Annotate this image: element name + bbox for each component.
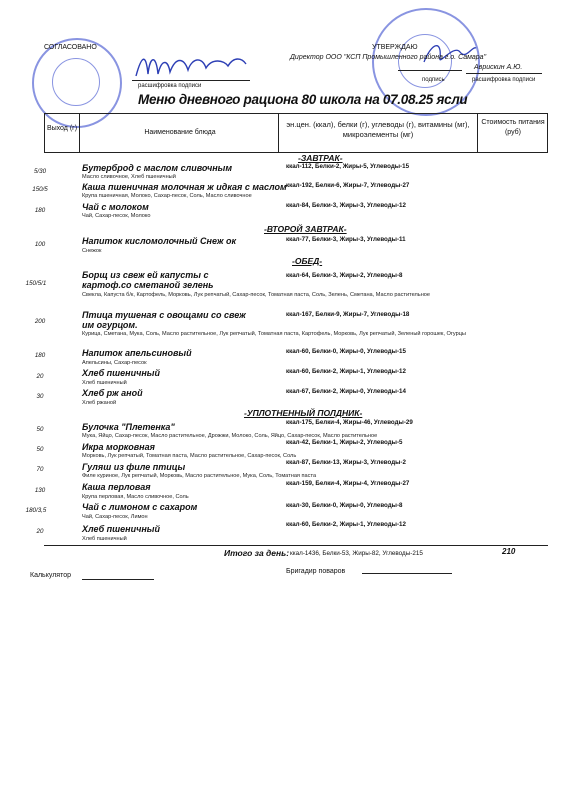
table-header-top-border <box>44 113 548 114</box>
table-row-ingredients: Снежок <box>82 248 102 254</box>
section-title-second-breakfast: -ВТОРОЙ ЗАВТРАК- <box>264 224 347 234</box>
table-row-nutrition: ккал-167, Белки-9, Жиры-7, Углеводы-18 <box>286 311 410 318</box>
table-row-ingredients: Морковь, Лук репчатый, Томатная паста, Масло растительное, Сахар-песок, Соль <box>82 453 297 459</box>
table-row-yield: 150/5/1 <box>25 280 47 287</box>
table-row-name: Булочка "Плетенка" <box>82 422 175 432</box>
table-row-name: Бутерброд с маслом сливочным <box>82 163 232 173</box>
table-row-nutrition: ккал-84, Белки-3, Жиры-3, Углеводы-12 <box>286 202 406 209</box>
table-row-nutrition: ккал-42, Белки-1, Жиры-2, Углеводы-5 <box>286 439 403 446</box>
table-row-name: Напиток кисломолочный Снеж ок <box>82 236 237 246</box>
total-label: Итого за день: <box>224 548 290 558</box>
section-title-afternoon-snack: -УПЛОТНЕННЫЙ ПОЛДНИК- <box>244 408 363 418</box>
table-row-name: Чай с молоком <box>82 202 149 212</box>
table-row-yield: 130 <box>34 487 46 494</box>
table-row-nutrition: ккал-64, Белки-3, Жиры-2, Углеводы-8 <box>286 272 403 279</box>
table-row-yield: 180 <box>34 207 46 214</box>
table-row-name: Хлеб пшеничный <box>82 524 160 534</box>
table-row-ingredients: Хлеб ржаной <box>82 400 117 406</box>
director-title: Директор ООО "КСП Промышленного района г.о. Самара" <box>290 54 487 61</box>
table-row-ingredients: Хлеб пшеничный <box>82 380 127 386</box>
table-row-yield: 180/3,5 <box>25 507 47 514</box>
table-row-name: Гуляш из филе птицы <box>82 462 186 472</box>
table-row-ingredients: Крупа пшеничная, Молоко, Сахар-песок, Соль, Масло сливочное <box>82 193 252 199</box>
approved-right-label: УТВЕРЖДАЮ <box>372 44 418 51</box>
table-row-ingredients: Масло сливочное, Хлеб пшеничный <box>82 174 176 180</box>
table-row-ingredients: Апельсины, Сахар-песок <box>82 360 147 366</box>
table-row-nutrition: ккал-30, Белки-0, Жиры-0, Углеводы-8 <box>286 502 403 509</box>
calculator-signature-line <box>82 579 154 580</box>
page-title: Меню дневного рациона 80 школа на 07.08.25 ясли <box>138 92 468 107</box>
signature-line-left <box>132 80 250 81</box>
table-row-name: Хлеб пшеничный <box>82 368 160 378</box>
table-row-nutrition: ккал-60, Белки-2, Жиры-1, Углеводы-12 <box>286 521 406 528</box>
table-row-nutrition: ккал-77, Белки-3, Жиры-3, Углеводы-11 <box>286 236 406 243</box>
table-row-ingredients: Чай, Сахар-песок, Лимон <box>82 514 148 520</box>
column-header-name: Наименование блюда <box>144 129 216 136</box>
left-seal-stamp-inner <box>52 58 100 106</box>
table-row-nutrition: ккал-60, Белки-0, Жиры-0, Углеводы-15 <box>286 348 406 355</box>
table-row-ingredients: Хлеб пшеничный <box>82 536 127 542</box>
table-row-yield: 100 <box>34 241 46 248</box>
table-header-divider-3 <box>477 113 478 153</box>
table-row-yield: 200 <box>34 318 46 325</box>
section-title-breakfast: -ЗАВТРАК- <box>298 153 343 163</box>
signature-line-right-2 <box>466 73 542 74</box>
table-row-name: Чай с лимоном с сахаром <box>82 502 198 512</box>
table-row-nutrition: ккал-87, Белки-13, Жиры-3, Углеводы-2 <box>286 459 406 466</box>
table-row-ingredients: Мука, Яйцо, Сахар-песок, Масло растительное, Дрожжи, Молоко, Соль, Яйцо, Сахар-песок, Масло растительное <box>82 433 378 439</box>
signature-caption-left: расшифровка подписи <box>138 83 202 89</box>
table-row-yield: 150/5 <box>32 186 48 193</box>
table-row-name: Борщ из свеж ей капусты с картоф.со сметаной зелень <box>82 270 214 290</box>
approved-left-label: СОГЛАСОВАНО <box>44 44 97 51</box>
table-row-nutrition: ккал-67, Белки-2, Жиры-0, Углеводы-14 <box>286 388 406 395</box>
brigadier-label: Бригадир поваров <box>286 568 346 575</box>
table-header-divider-2 <box>278 113 279 153</box>
table-row-nutrition: ккал-159, Белки-4, Жиры-4, Углеводы-27 <box>286 480 410 487</box>
table-row-yield: 20 <box>36 528 44 535</box>
table-row-yield: 20 <box>36 373 44 380</box>
right-signature <box>420 38 480 68</box>
table-row-nutrition: ккал-112, Белки-2, Жиры-5, Углеводы-15 <box>286 163 410 170</box>
table-row-nutrition: ккал-175, Белки-4, Жиры-46, Углеводы-29 <box>286 419 413 426</box>
table-row-name: Напиток апельсиновый <box>82 348 192 358</box>
signature-line-right <box>398 70 462 71</box>
table-row-nutrition: ккал-192, Белки-6, Жиры-7, Углеводы-27 <box>286 182 410 189</box>
table-row-yield: 50 <box>36 426 44 433</box>
total-cost: 210 <box>502 547 516 556</box>
table-row-nutrition: ккал-60, Белки-2, Жиры-1, Углеводы-12 <box>286 368 406 375</box>
table-row-name: Икра морковная <box>82 442 155 452</box>
table-row-ingredients: Филе куриное, Лук репчатый, Морковь, Масло растительное, Мука, Соль, Томатная паста <box>82 473 317 479</box>
total-top-border <box>44 545 548 546</box>
signature-caption-right-2: расшифровка подписи <box>472 77 536 83</box>
table-row-ingredients: Крупа перловая, Масло сливочное, Соль <box>82 494 189 500</box>
table-header-bottom-border <box>44 152 548 153</box>
left-signature <box>132 48 250 82</box>
brigadier-signature-line <box>362 573 452 574</box>
table-row-yield: 5/30 <box>33 168 47 175</box>
table-row-name: Каша перловая <box>82 482 151 492</box>
calculator-label: Калькулятор <box>30 572 71 579</box>
table-row-ingredients: Чай, Сахар-песок, Молоко <box>82 213 151 219</box>
column-header-nutrition: эн.цен. (ккал), белки (г), углеводы (г), витамины (мг), микроэлементы (мг) <box>286 120 470 139</box>
table-row-yield: 180 <box>34 352 46 359</box>
director-name: Аврискин А.Ю. <box>474 64 523 71</box>
total-nutrition: ккал-1436, Белки-53, Жиры-82, Углеводы-215 <box>290 550 423 557</box>
table-header-right-border <box>547 113 548 153</box>
table-header-divider-1 <box>79 113 80 153</box>
table-row-ingredients: Свекла, Капуста б/к, Картофель, Морковь, Лук репчатый, Сахар-песок, Томатная паста, Соль, Зелень, Сметана, Масло растительное <box>82 292 430 298</box>
column-header-yield: Выход (г) <box>46 125 78 132</box>
table-row-yield: 70 <box>36 466 44 473</box>
table-header-left-border <box>44 113 45 153</box>
table-row-name: Птица тушеная с овощами со свеж им огурцом. <box>82 310 246 330</box>
table-row-yield: 30 <box>36 393 44 400</box>
signature-caption-right-1: подпись <box>422 77 445 83</box>
table-row-name: Хлеб рж аной <box>82 388 143 398</box>
table-row-name: Каша пшеничная молочная ж идкая с маслом <box>82 182 287 192</box>
section-title-lunch: -ОБЕД- <box>292 256 323 266</box>
column-header-cost: Стоимость питания (руб) <box>481 119 545 136</box>
table-row-ingredients: Курица, Сметана, Мука, Соль, Масло растительное, Лук репчатый, Томатная паста, Картофель, Морковь, Лук репчатый, Зеленый горошек, Огурцы <box>82 331 466 337</box>
table-row-yield: 50 <box>36 446 44 453</box>
